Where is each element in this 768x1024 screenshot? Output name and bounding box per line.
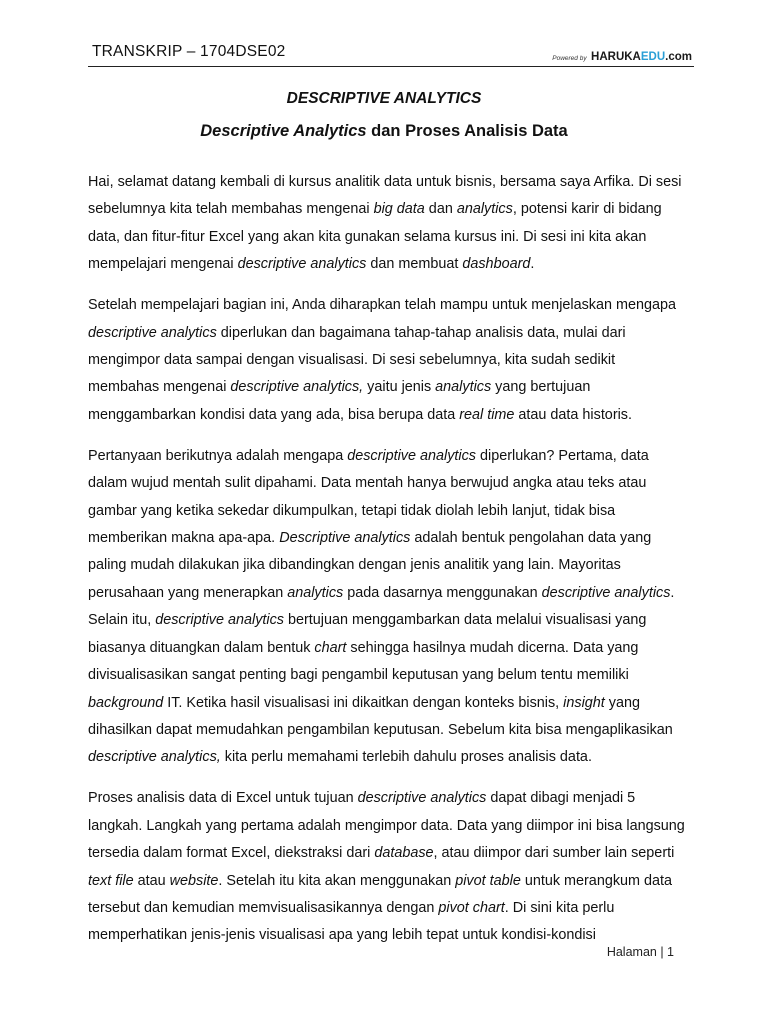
text-run: sehingga hasilnya mudah dicerna. Data yang divisualisasikan sangat penting bagi pengambil keputusan yang belum tentu memiliki <box>88 639 639 684</box>
transcript-code: TRANSKRIP – 1704DSE02 <box>92 43 286 60</box>
subtitle-rest: dan Proses Analisis Data <box>366 122 568 140</box>
italic-term: descriptive analytics <box>357 790 487 807</box>
text-run: yang bertujuan menggambarkan kondisi data yang ada, bisa berupa data <box>88 379 591 423</box>
italic-term: insight <box>563 694 605 711</box>
italic-term: dashboard <box>462 256 531 273</box>
document-title: DESCRIPTIVE ANALYTICS <box>286 90 482 107</box>
text-run: dan <box>424 201 457 218</box>
text-run: IT. Ketika hasil visualisasi ini dikaitkan dengan konteks bisnis, <box>163 694 564 711</box>
text-run: . Di sini kita perlu memperhatikan jenis-jenis visualisasi apa yang lebih tepat untuk kondisi-kondisi <box>88 899 615 944</box>
italic-term: website <box>169 872 219 889</box>
text-run: . <box>530 256 535 273</box>
italic-term: analytics <box>287 584 344 601</box>
brand-tld: .com <box>665 51 692 63</box>
italic-term: Descriptive analytics <box>279 530 411 547</box>
brand-powered-text: Powered by <box>552 55 587 62</box>
italic-term: background <box>88 694 164 711</box>
page-header <box>88 40 694 67</box>
italic-term: analytics <box>456 201 513 218</box>
text-run: yang dihasilkan dapat memudahkan pengambilan keputusan. Sebelum kita bisa mengaplikasikan <box>88 694 673 738</box>
text-run: bertujuan menggambarkan data melalui visualisasi yang biasanya dituangkan dalam bentuk <box>88 612 647 656</box>
document-body <box>88 169 688 963</box>
italic-term: real time <box>459 406 515 423</box>
text-run: diperlukan dan bagaimana tahap-tahap analisis data, mulai dari mengimpor data sampai dengan visualisasi. Di sesi sebelumnya, kita sudah sedikit membahas mengenai <box>88 324 626 396</box>
italic-term: descriptive analytics, <box>230 379 364 396</box>
italic-term: descriptive analytics <box>541 584 671 601</box>
italic-term: database <box>374 845 434 862</box>
subtitle-italic-part: Descriptive Analytics <box>200 122 367 140</box>
text-run: kita perlu memahami terlebih dahulu proses analisis data. <box>220 749 592 766</box>
text-run: Pertanyaan berikutnya adalah mengapa <box>88 447 348 464</box>
text-run: dapat dibagi menjadi 5 langkah. Langkah yang pertama adalah mengimpor data. Data yang diimpor ini bisa langsung tersedia dalam format Excel, diekstraksi dari <box>88 790 685 862</box>
italic-term: pivot chart <box>438 899 505 916</box>
text-run: atau <box>133 872 170 889</box>
text-run: untuk merangkum data tersebut dan kemudian memvisualisasikannya dengan <box>88 872 673 916</box>
italic-term: text file <box>88 872 134 889</box>
text-run: Hai, selamat datang kembali di kursus analitik data untuk bisnis, bersama saya Arfika. Di sesi sebelumnya kita telah membahas mengenai <box>88 174 682 218</box>
italic-term: big data <box>373 201 425 218</box>
text-run: adalah bentuk pengolahan data yang paling mudah dilakukan jika dibandingkan dengan jenis analitik yang lain. Mayoritas perusahaan yang menerapkan <box>88 530 652 601</box>
text-run: pada dasarnya menggunakan <box>343 584 542 601</box>
italic-term: analytics <box>435 379 492 396</box>
text-run: . Selain itu, <box>88 584 675 629</box>
harukaedu-logo <box>552 47 692 65</box>
italic-term: descriptive analytics <box>237 256 367 273</box>
text-run: diperlukan? Pertama, data dalam wujud mentah sulit dipahami. Data mentah hanya berwujud angka atau teks atau gambar yang ketika sekedar dikumpulkan, tetapi tidak diolah lebih lanjut, tidak bisa memberikan makna apa-apa. <box>88 447 649 547</box>
text-run: . Setelah itu kita akan menggunakan <box>218 872 456 889</box>
text-run: , potensi karir di bidang data, dan fitur-fitur Excel yang akan kita gunakan selama kursus ini. Di sesi ini kita akan mempelajari mengenai <box>88 201 662 273</box>
text-run: atau data historis. <box>514 406 632 423</box>
paragraph <box>88 443 688 772</box>
brand-name: HARUKA <box>591 51 641 63</box>
text-run: Setelah mempelajari bagian ini, Anda diharapkan telah mampu untuk menjelaskan mengapa <box>88 297 676 314</box>
paragraph <box>88 169 688 279</box>
italic-term: pivot table <box>455 872 521 889</box>
brand-accent: EDU <box>640 51 666 63</box>
italic-term: descriptive analytics <box>88 324 217 341</box>
italic-term: descriptive analytics <box>347 447 476 464</box>
document-subtitle <box>0 122 768 141</box>
paragraph <box>88 785 688 949</box>
text-run: , atau diimpor dari sumber lain seperti <box>433 845 675 862</box>
italic-term: descriptive analytics, <box>88 749 221 766</box>
text-run: Proses analisis data di Excel untuk tujuan <box>88 790 358 807</box>
text-run: dan membuat <box>366 256 463 273</box>
page-number: Halaman | 1 <box>606 945 674 959</box>
text-run: yaitu jenis <box>363 379 436 396</box>
italic-term: chart <box>314 639 347 656</box>
italic-term: descriptive analytics <box>155 612 284 629</box>
paragraph <box>88 292 688 429</box>
